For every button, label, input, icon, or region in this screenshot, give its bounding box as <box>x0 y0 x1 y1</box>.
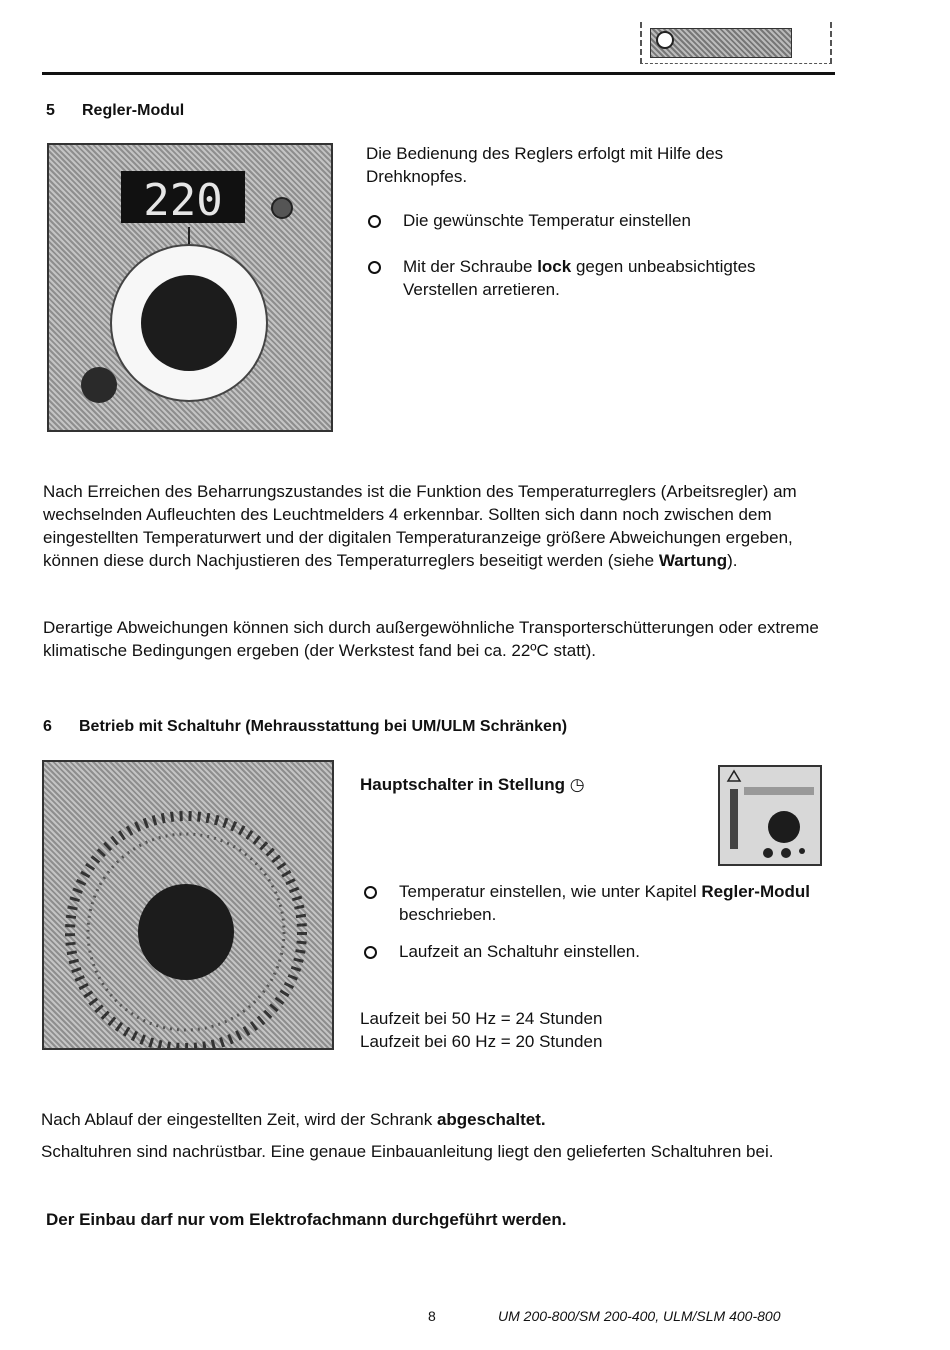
bullet-circle-icon <box>368 261 381 274</box>
bullet-circle-icon <box>364 886 377 899</box>
main-switch-heading: Hauptschalter in Stellung ◷ <box>360 775 585 794</box>
list-item: Mit der Schraube lock gegen unbeabsichtigtes Verstellen arretieren. <box>366 255 821 301</box>
brand-logo <box>640 22 832 64</box>
runtime-info: Laufzeit bei 50 Hz = 24 Stunden Laufzeit bei 60 Hz = 20 Stunden <box>360 1009 603 1051</box>
section-number: 5 <box>46 102 55 119</box>
indicator-lamp-icon <box>272 198 292 218</box>
section-title: Betrieb mit Schaltuhr (Mehrausstattung bei UM/ULM Schränken) <box>79 718 568 735</box>
bullet-circle-icon <box>368 215 381 228</box>
timer-illustration <box>44 762 332 1048</box>
installation-warning: Der Einbau darf nur vom Elektrofachmann durchgeführt werden. <box>46 1210 567 1229</box>
section-5-heading <box>46 102 184 120</box>
section-number: 6 <box>43 718 52 735</box>
section-5-paragraph-2: Derartige Abweichungen können sich durch außergewöhnliche Transporterschütterungen oder extreme klimatische Bedingungen ergeben (der Werkstest fand bei ca. 22ºC statt). <box>43 618 819 660</box>
control-panel-illustration <box>720 767 820 864</box>
warning-triangle-icon <box>728 771 740 781</box>
clock-symbol-icon: ◷ <box>569 775 585 794</box>
list-item: Die gewünschte Temperatur einstellen <box>366 209 821 232</box>
page-number: 8 <box>428 1308 436 1324</box>
temperature-display: 220 <box>143 175 223 226</box>
controller-module-photo <box>47 143 333 432</box>
timer-dial-icon <box>138 884 234 980</box>
model-designation: UM 200-800/SM 200-400, ULM/SLM 400-800 <box>498 1308 781 1324</box>
section-6-bullets <box>362 880 832 963</box>
header-rule <box>42 72 835 75</box>
timer-clock-photo <box>42 760 334 1050</box>
panel-knob-icon <box>768 811 800 843</box>
section-6-paragraph-1: Nach Ablauf der eingestellten Zeit, wird der Schrank abgeschaltet. <box>41 1110 546 1129</box>
rotary-knob-icon <box>141 275 237 371</box>
section-title: Regler-Modul <box>82 102 185 119</box>
control-panel-thumbnail <box>718 765 822 866</box>
logo-circle-icon <box>656 31 674 49</box>
section-6-paragraph-2: Schaltuhren sind nachrüstbar. Eine genaue Einbauanleitung liegt den gelieferten Schaltuhren bei. <box>41 1142 774 1161</box>
lock-screw-icon <box>81 367 117 403</box>
bullet-circle-icon <box>364 946 377 959</box>
section-5-paragraph-1: Nach Erreichen des Beharrungszustandes ist die Funktion des Temperaturreglers (Arbeitsregler) am wechselnden Aufleuchten des Leuchtmelders 4 erkennbar. Sollten sich dann noch zwischen dem eingestellten Temperaturwert und der digitalen Temperaturanzeige größere Abweichungen ergeben, können diese durch Nachjustieren des Temperaturreglers beseitigt werden (siehe Wartung). <box>43 482 797 570</box>
section-5-intro: Die Bedienung des Reglers erfolgt mit Hilfe des Drehknopfes. <box>366 144 724 186</box>
section-5-bullets <box>366 209 821 301</box>
section-6-heading <box>43 718 567 736</box>
list-item: Temperatur einstellen, wie unter Kapitel Regler-Modul beschrieben. <box>362 880 832 926</box>
list-item: Laufzeit an Schaltuhr einstellen. <box>362 940 832 963</box>
controller-illustration <box>49 145 331 430</box>
